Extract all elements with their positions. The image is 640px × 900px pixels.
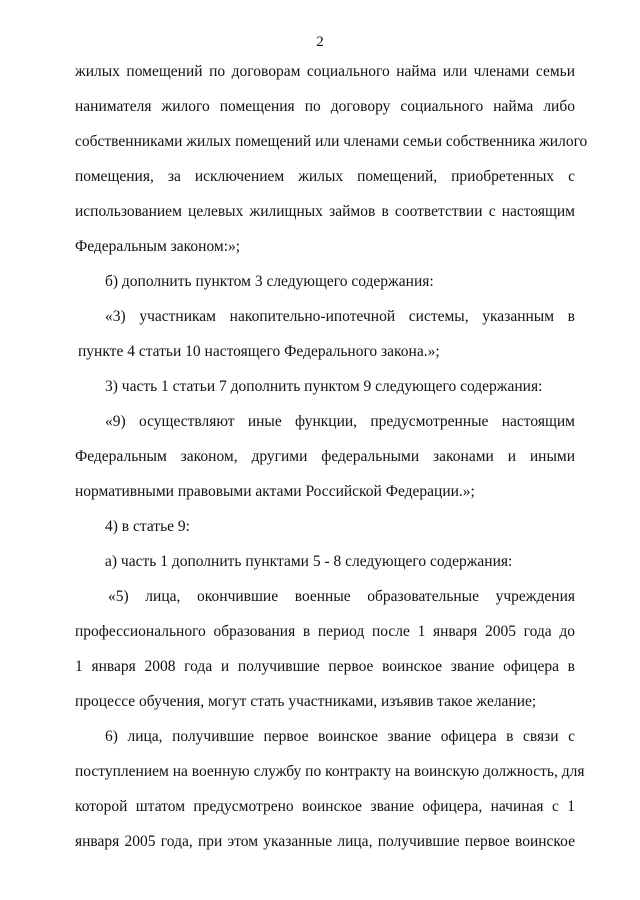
text-line: Федеральным законом:»; — [75, 238, 241, 255]
text-line: процессе обучения, могут стать участниками, изъявив такое желание; — [75, 693, 537, 710]
text-line: «5) лица, окончившие военные образовательные учреждения — [108, 588, 575, 605]
text-line: «3) участникам накопительно-ипотечной системы, указанным в — [105, 308, 575, 325]
text-line: профессионального образования в период после 1 января 2005 года до — [75, 623, 575, 640]
text-line: 3) часть 1 статьи 7 дополнить пунктом 9 следующего содержания: — [105, 378, 543, 395]
text-line: поступлением на военную службу по контракту на воинскую должность, для — [75, 763, 585, 780]
text-line: Федеральным законом, другими федеральными законами и иными — [75, 448, 575, 465]
text-line: помещения, за исключением жилых помещений, приобретенных с — [75, 168, 575, 185]
text-line: 6) лица, получившие первое воинское звание офицера в связи с — [105, 728, 575, 745]
text-line: пункте 4 статьи 10 настоящего Федерального закона.»; — [78, 343, 440, 360]
text-line: «9) осуществляют иные функции, предусмотренные настоящим — [105, 413, 575, 430]
text-line: а) часть 1 дополнить пунктами 5 - 8 следующего содержания: — [105, 553, 513, 570]
text-line: которой штатом предусмотрено воинское звание офицера, начиная с 1 — [75, 798, 575, 815]
text-line: б) дополнить пунктом 3 следующего содержания: — [105, 273, 434, 290]
text-line: нормативными правовыми актами Российской Федерации.»; — [75, 483, 475, 500]
text-line: жилых помещений по договорам социального найма или членами семьи — [75, 63, 575, 80]
text-line: использованием целевых жилищных займов в соответствии с настоящим — [75, 203, 575, 220]
text-line: января 2005 года, при этом указанные лица, получившие первое воинское — [75, 833, 575, 850]
text-line: 1 января 2008 года и получившие первое воинское звание офицера в — [75, 658, 575, 675]
text-line: собственниками жилых помещений или членами семьи собственника жилого — [75, 133, 588, 150]
text-line: 4) в статье 9: — [105, 518, 190, 535]
text-line: нанимателя жилого помещения по договору социального найма либо — [75, 98, 575, 115]
page-number: 2 — [316, 34, 324, 50]
